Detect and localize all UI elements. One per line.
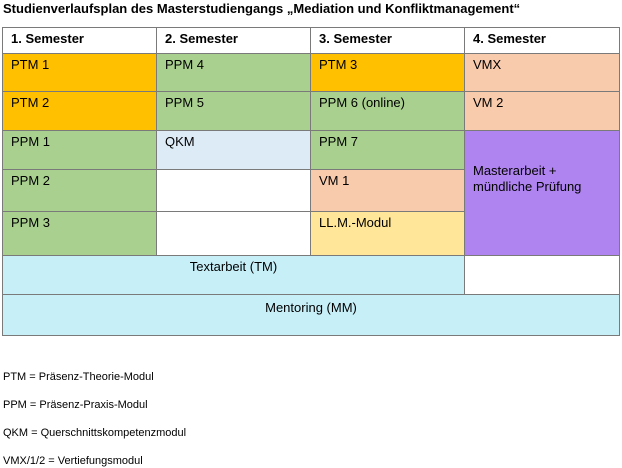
module-vm-1: VM 1 (310, 169, 465, 212)
empty-cell (156, 169, 311, 212)
module-ptm-1: PTM 1 (2, 53, 157, 92)
module-mentoring: Mentoring (MM) (2, 294, 620, 336)
module-ptm-2: PTM 2 (2, 91, 157, 131)
header-semester-4: 4. Semester (464, 27, 620, 54)
legend-qkm: QKM = Querschnittskompetenzmodul (3, 427, 187, 439)
module-vmx: VMX (464, 53, 620, 92)
module-qkm: QKM (156, 130, 311, 170)
module-llm: LL.M.-Modul (310, 211, 465, 256)
header-semester-2: 2. Semester (156, 27, 311, 54)
module-ppm-7: PPM 7 (310, 130, 465, 170)
legend-vm: VMX/1/2 = Vertiefungsmodul (3, 455, 143, 467)
module-ppm-1: PPM 1 (2, 130, 157, 170)
module-ppm-6-online: PPM 6 (online) (310, 91, 465, 131)
study-plan-table (2, 27, 620, 336)
module-ppm-5: PPM 5 (156, 91, 311, 131)
module-ppm-3: PPM 3 (2, 211, 157, 256)
legend-ptm: PTM = Präsenz-Theorie-Modul (3, 371, 154, 383)
empty-cell (156, 211, 311, 256)
header-semester-3: 3. Semester (310, 27, 465, 54)
legend-ppm: PPM = Präsenz-Praxis-Modul (3, 399, 148, 411)
module-vm-2: VM 2 (464, 91, 620, 131)
module-ppm-2: PPM 2 (2, 169, 157, 212)
page-title: Studienverlaufsplan des Masterstudiengangs „Mediation und Konfliktmanagement“ (3, 1, 521, 16)
module-masterarbeit: Masterarbeit + mündliche Prüfung (464, 130, 620, 256)
header-semester-1: 1. Semester (2, 27, 157, 54)
module-ppm-4: PPM 4 (156, 53, 311, 92)
module-ptm-3: PTM 3 (310, 53, 465, 92)
empty-cell (464, 255, 620, 295)
module-textarbeit: Textarbeit (TM) (2, 255, 465, 295)
